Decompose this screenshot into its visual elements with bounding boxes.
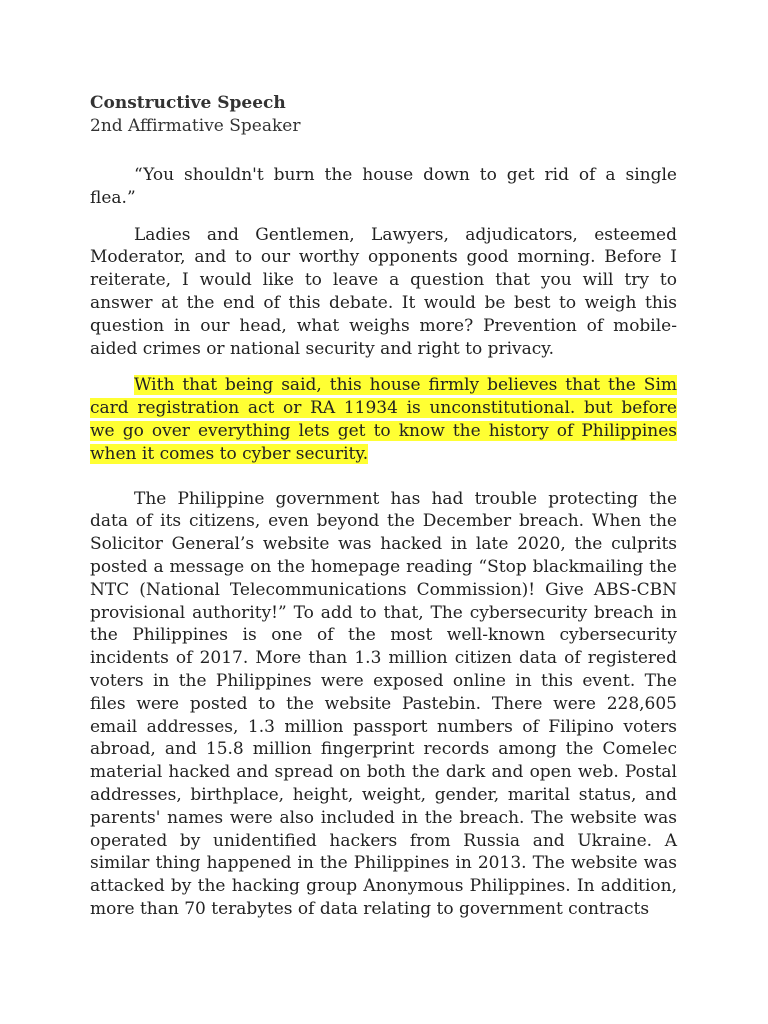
document-page [90, 92, 677, 935]
highlighted-text: With that being said, this house firmly believes that the Sim card registration act or RA 11934 is unconstitutional. but before we go over everything lets get to know the history of Philippines when it comes to cyber security. [90, 375, 677, 464]
paragraph-thesis [90, 374, 677, 465]
document-title: Constructive Speech [90, 93, 286, 113]
paragraph-greeting: Ladies and Gentlemen, Lawyers, adjudicators, esteemed Moderator, and to our worthy opponents good morning. Before I reiterate, I would like to leave a question that you will try to answer at the end of this debate. It would be best to weigh this question in our head, what weighs more? Prevention of mobile-aided crimes or national security and right to privacy. [90, 224, 677, 359]
paragraph-history: The Philippine government has had trouble protecting the data of its citizens, even beyond the December breach. When the Solicitor General’s website was hacked in late 2020, the culprits posted a message on the homepage reading “Stop blackmailing the NTC (National Telecommunications Commission)! Give ABS-CBN provisional authority!” To add to that, The cybersecurity breach in the Philippines is one of the most well-known cybersecurity incidents of 2017. More than 1.3 million citizen data of registered voters in the Philippines were exposed online in this event. The files were posted to the website Pastebin. There were 228,605 email addresses, 1.3 million passport numbers of Filipino voters abroad, and 15.8 million fingerprint records among the Comelec material hacked and spread on both the dark and open web. Postal addresses, birthplace, height, weight, gender, marital status, and parents' names were also included in the breach. The website was operated by unidentified hackers from Russia and Ukraine. A similar thing happened in the Philippines in 2013. The website was attacked by the hacking group Anonymous Philippines. In addition, more than 70 terabytes of data relating to government contracts [90, 488, 677, 919]
opening-quote: “You shouldn't burn the house down to get rid of a single flea.” [90, 165, 677, 208]
document-subtitle: 2nd Affirmative Speaker [90, 116, 301, 136]
